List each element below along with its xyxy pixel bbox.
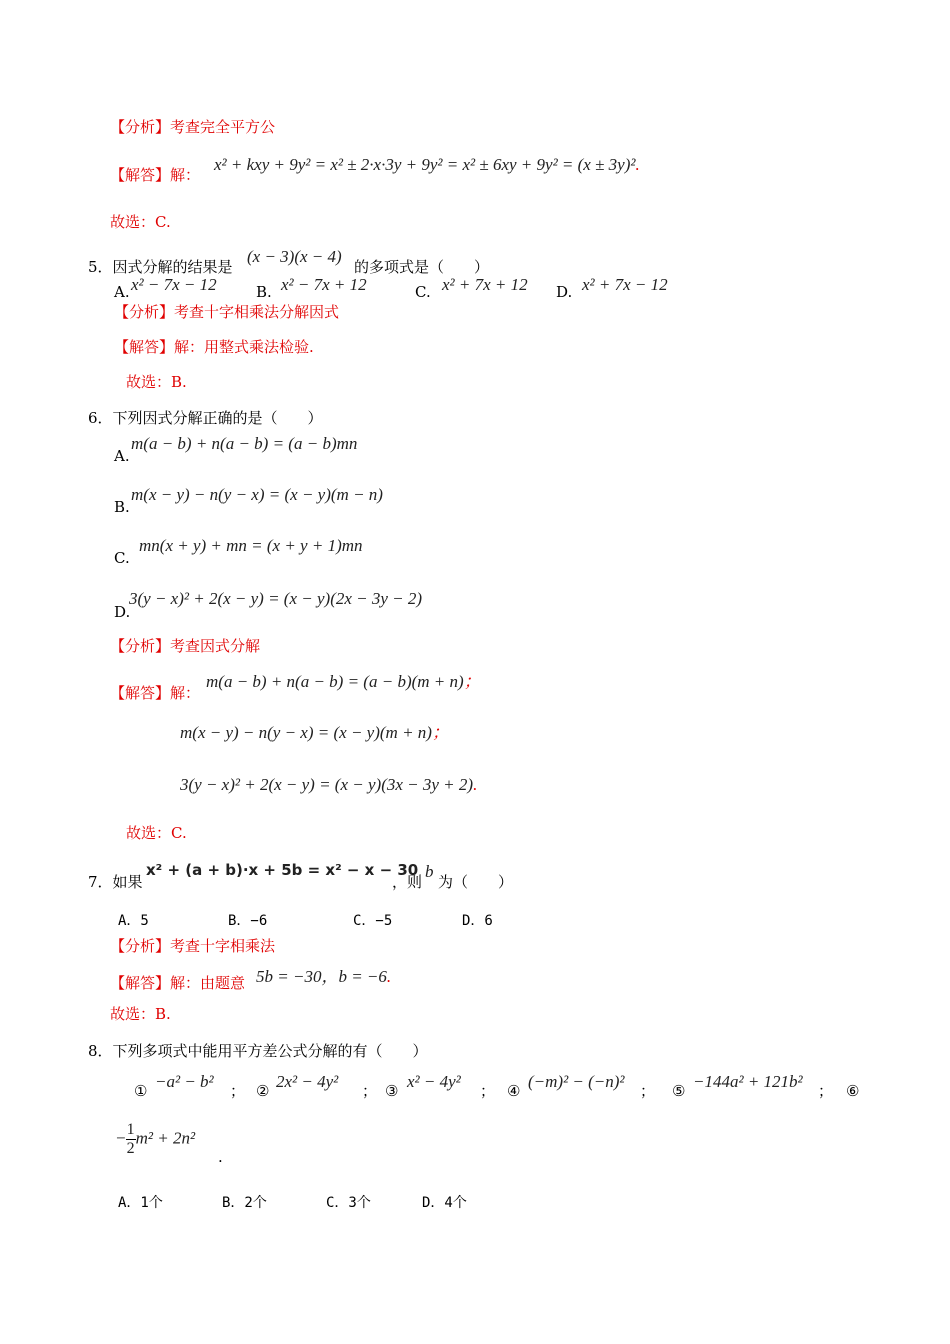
q6-step-1: m(a − b) + n(a − b) = (a − b)(m + n)； (206, 672, 481, 691)
q6-stem: 6．下列因式分解正确的是（ ） (88, 409, 323, 427)
q7-analysis-line: 【分析】考查十字相乘法 (110, 937, 276, 955)
q8-item-1-sep: ； (230, 1082, 246, 1100)
q8-item-6-end: . (218, 1148, 223, 1166)
q5-stem: 5．因式分解的结果是 (88, 258, 233, 276)
q6-step-2: m(x − y) − n(y − x) = (x − y)(m + n)； (180, 723, 449, 742)
q7-solution-formula: 5b = −30，b = −6. (256, 967, 392, 986)
solve-label: 解： (170, 166, 201, 184)
q4-analysis-line (110, 117, 275, 137)
q7-option-c: C．−5 (353, 913, 393, 929)
q4-answer-line (110, 165, 200, 185)
q5-option-d: D. (556, 283, 573, 301)
q8-item-3-math: x² − 4y² (407, 1072, 461, 1091)
q7-stem-formula: x² + (a + b)·x + 5b = x² − x − 30 (146, 861, 419, 879)
q6-step-3: 3(y − x)² + 2(x − y) = (x − y)(3x − 3y + 2). (180, 775, 478, 794)
q6-option-d-math: 3(y − x)² + 2(x − y) = (x − y)(2x − 3y − 2) (129, 589, 423, 608)
q8-number: 8． (88, 1042, 113, 1060)
q4-final: 故选：C. (110, 213, 171, 231)
q5-answer-line: 【解答】解：用整式乘法检验. (114, 338, 314, 356)
q8-option-d: D．4个 (422, 1195, 467, 1211)
q5-option-a: A. (114, 283, 130, 301)
q8-item-5-sep: ； (818, 1082, 834, 1100)
q7-stem-end: 为（ ） (438, 873, 514, 891)
q8-item-4-mark: ④ (507, 1082, 521, 1100)
q7-stem-start: 7．如果 (88, 873, 143, 891)
q8-item-3-mark: ③ (385, 1082, 399, 1100)
q5-option-d-math: x² + 7x − 12 (582, 275, 668, 294)
q8-item-3-sep: ； (480, 1082, 496, 1100)
q7-stem-var: b (425, 862, 434, 881)
q7-option-a: A．5 (118, 913, 149, 929)
q5-analysis-line: 【分析】考查十字相乘法分解因式 (114, 303, 340, 321)
q5-option-c: C. (415, 283, 431, 301)
q8-stem: 8．下列多项式中能用平方差公式分解的有（ ） (88, 1042, 428, 1060)
q6-number: 6． (88, 409, 113, 427)
q8-item-2-mark: ② (256, 1082, 270, 1100)
q6-option-c: C. (114, 549, 130, 567)
q7-option-b: B．−6 (228, 913, 268, 929)
analysis-label: 【分析】 (110, 118, 171, 136)
q8-item-6-fraction: $\frac{1}{2}$ (126, 1121, 135, 1157)
q8-item-5-math: −144a² + 121b² (693, 1072, 803, 1091)
q7-stem-mid: ，则 (392, 873, 423, 891)
q6-option-a: A. (114, 447, 130, 465)
q6-option-c-math: mn(x + y) + mn = (x + y + 1)mn (139, 536, 363, 555)
q7-final: 故选：B. (110, 1005, 171, 1023)
q8-item-2-math: 2x² − 4y² (276, 1072, 339, 1091)
q5-option-b: B. (256, 283, 272, 301)
q8-option-c: C．3个 (326, 1195, 371, 1211)
answer-label: 【解答】 (110, 166, 171, 184)
q6-option-d: D. (114, 603, 131, 621)
q5-option-a-math: x² − 7x − 12 (131, 275, 217, 294)
q8-item-6-math: − $\frac{1}{2}$ m² + 2n² (116, 1121, 196, 1157)
q8-option-a: A．1个 (118, 1195, 163, 1211)
q8-item-5-mark: ⑤ (672, 1082, 686, 1100)
q7-answer-line: 【解答】解：由题意 (110, 974, 246, 992)
q6-option-a-math: m(a − b) + n(a − b) = (a − b)mn (131, 434, 358, 453)
q6-final: 故选：C. (126, 824, 187, 842)
q6-answer-line: 【解答】解： (110, 684, 201, 702)
q8-item-1-math: −a² − b² (155, 1072, 214, 1091)
q8-item-4-sep: ； (640, 1082, 656, 1100)
q8-option-b: B．2个 (222, 1195, 267, 1211)
q5-option-c-math: x² + 7x + 12 (442, 275, 528, 294)
q7-option-d: D．6 (462, 913, 493, 929)
q6-option-b-math: m(x − y) − n(y − x) = (x − y)(m − n) (131, 485, 383, 504)
q5-number: 5． (88, 258, 113, 276)
q4-solution-formula: x² + kxy + 9y² = x² ± 2·x·3y + 9y² = x² ± 6xy + 9y² = (x ± 3y)². (214, 155, 640, 174)
q5-stem-formula: (x − 3)(x − 4) (247, 247, 342, 266)
q8-item-1-mark: ① (134, 1082, 148, 1100)
q4-analysis-text: 考查完全平方公 (170, 118, 276, 136)
q5-option-b-math: x² − 7x + 12 (281, 275, 367, 294)
q5-final: 故选：B. (126, 373, 187, 391)
q5-stem-end: 的多项式是（ ） (354, 258, 490, 276)
q6-analysis-line: 【分析】考查因式分解 (110, 637, 261, 655)
q6-option-b: B. (114, 498, 130, 516)
q8-item-2-sep: ； (362, 1082, 378, 1100)
q8-item-4-math: (−m)² − (−n)² (528, 1072, 625, 1091)
q7-number: 7． (88, 873, 113, 891)
q8-item-6-mark: ⑥ (846, 1082, 860, 1100)
